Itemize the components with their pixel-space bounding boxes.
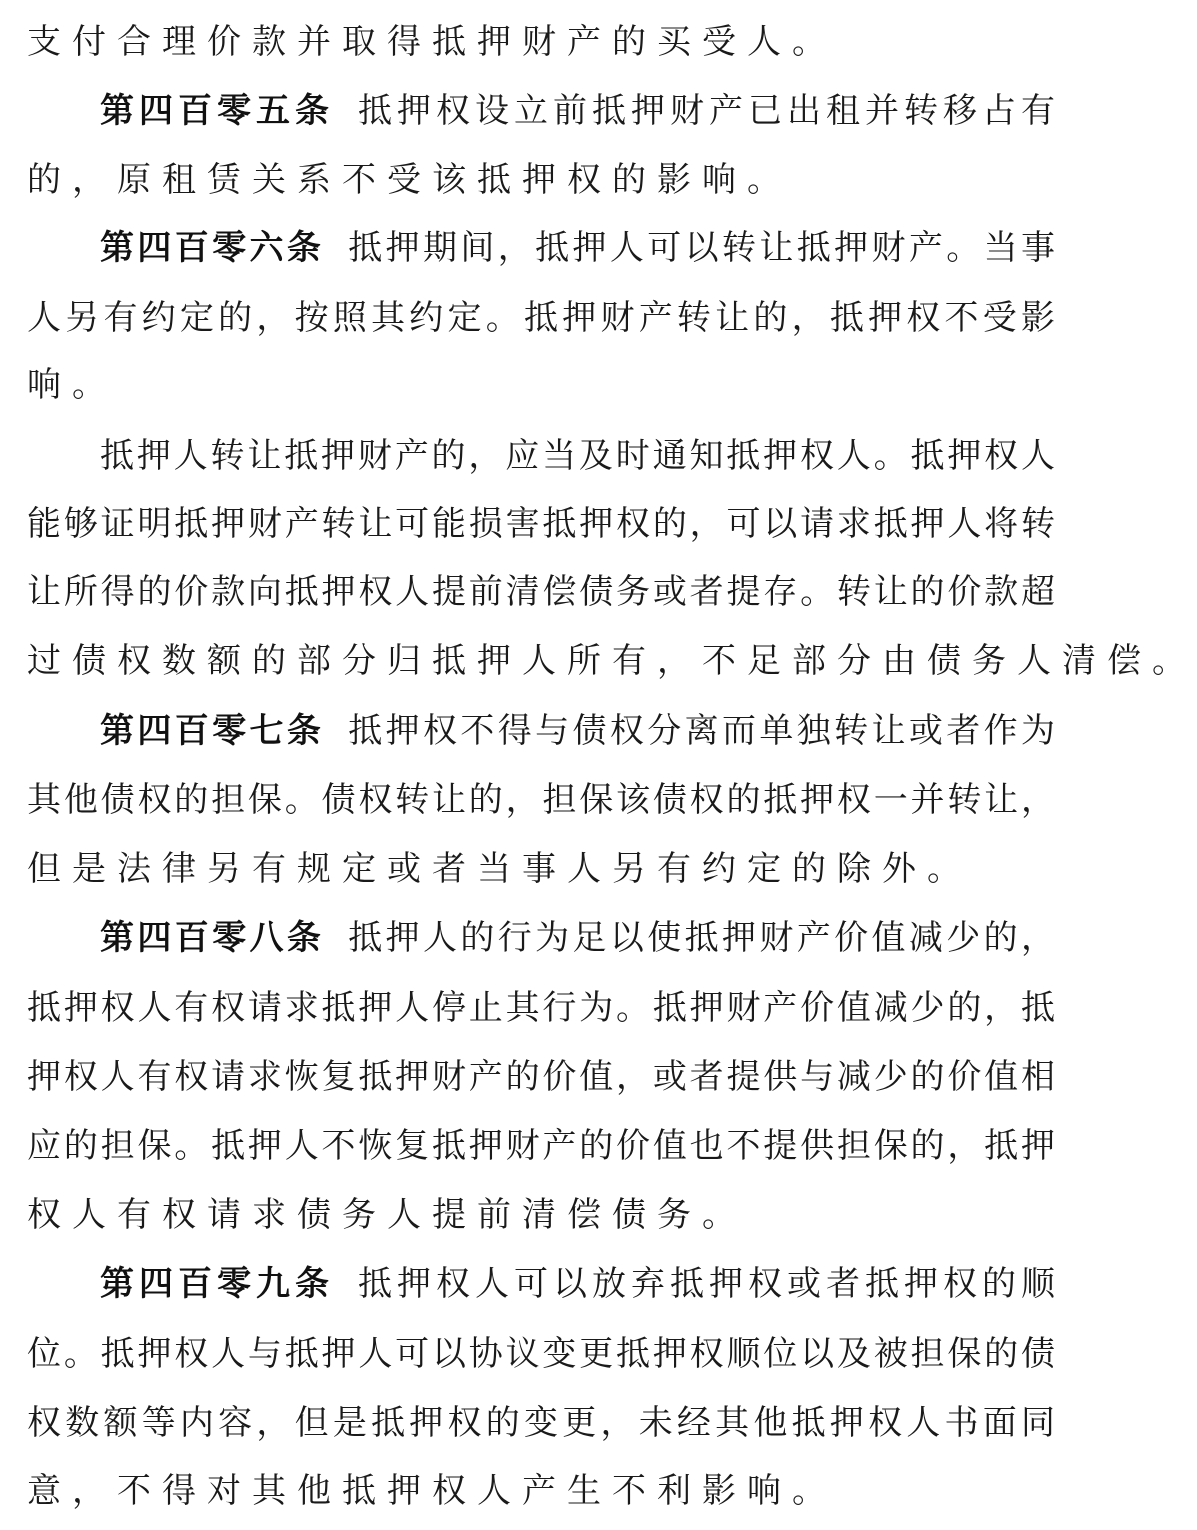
text-line — [27, 1052, 1055, 1102]
line-text: 抵押权设立前抵押财产已出租并转移占有 — [358, 91, 1055, 131]
line-text: 支付合理价款并取得抵押财产的买受人。 — [27, 22, 837, 62]
line-text: 抵押权人有权请求抵押人停止其行为。抵押财产价值减少的，抵 — [27, 988, 1055, 1028]
line-text: 其他债权的担保。债权转让的，担保该债权的抵押权一并转让， — [27, 780, 1055, 820]
paragraph-first-line — [100, 431, 1055, 481]
article-405-line — [100, 86, 1055, 136]
text-line — [27, 844, 1055, 894]
line-text: 能够证明抵押财产转让可能损害抵押权的，可以请求抵押人将转 — [27, 504, 1055, 544]
line-text: 应的担保。抵押人不恢复抵押财产的价值也不提供担保的，抵押 — [27, 1126, 1055, 1166]
text-line — [27, 1329, 1055, 1379]
text-line — [27, 775, 1055, 825]
article-heading: 第四百零九条 — [100, 1264, 334, 1304]
line-text: 让所得的价款向抵押权人提前清偿债务或者提存。转让的价款超 — [27, 572, 1055, 612]
text-line — [27, 17, 1055, 67]
line-text: 过债权数额的部分归抵押人所有，不足部分由债务人清偿。 — [27, 641, 1197, 681]
text-line — [27, 1398, 1055, 1448]
text-line — [27, 499, 1055, 549]
text-line — [27, 1121, 1055, 1171]
line-text: 的，原租赁关系不受该抵押权的影响。 — [27, 160, 792, 200]
text-line — [27, 360, 1055, 410]
article-heading: 第四百零八条 — [100, 918, 325, 958]
line-text: 押权人有权请求恢复抵押财产的价值，或者提供与减少的价值相 — [27, 1057, 1055, 1097]
article-408-line — [100, 913, 1055, 963]
article-409-line — [100, 1259, 1055, 1309]
text-line — [27, 1190, 1055, 1240]
line-text: 位。抵押权人与抵押人可以协议变更抵押权顺位以及被担保的债 — [27, 1334, 1055, 1374]
text-line — [27, 155, 1055, 205]
line-text: 意，不得对其他抵押权人产生不利影响。 — [27, 1471, 837, 1511]
line-text: 权人有权请求债务人提前清偿债务。 — [27, 1195, 747, 1235]
line-text: 抵押期间，抵押人可以转让抵押财产。当事 — [348, 228, 1055, 268]
article-406-line — [100, 223, 1055, 273]
article-heading: 第四百零五条 — [100, 91, 334, 131]
line-text: 响。 — [27, 365, 117, 405]
article-heading: 第四百零七条 — [100, 711, 325, 751]
line-text: 抵押权人可以放弃抵押权或者抵押权的顺 — [358, 1264, 1055, 1304]
text-line — [27, 293, 1055, 343]
article-heading: 第四百零六条 — [100, 228, 325, 268]
text-line — [27, 636, 1197, 686]
article-407-line — [100, 706, 1055, 756]
line-text: 但是法律另有规定或者当事人另有约定的除外。 — [27, 849, 972, 889]
text-line — [27, 567, 1055, 617]
line-text: 权数额等内容，但是抵押权的变更，未经其他抵押权人书面同 — [27, 1403, 1055, 1443]
line-text: 抵押人转让抵押财产的，应当及时通知抵押权人。抵押权人 — [100, 436, 1055, 476]
line-text: 抵押人的行为足以使抵押财产价值减少的， — [348, 918, 1055, 958]
text-line — [27, 983, 1055, 1033]
line-text: 人另有约定的，按照其约定。抵押财产转让的，抵押权不受影 — [27, 298, 1055, 338]
line-text: 抵押权不得与债权分离而单独转让或者作为 — [348, 711, 1055, 751]
text-line — [27, 1466, 1055, 1516]
